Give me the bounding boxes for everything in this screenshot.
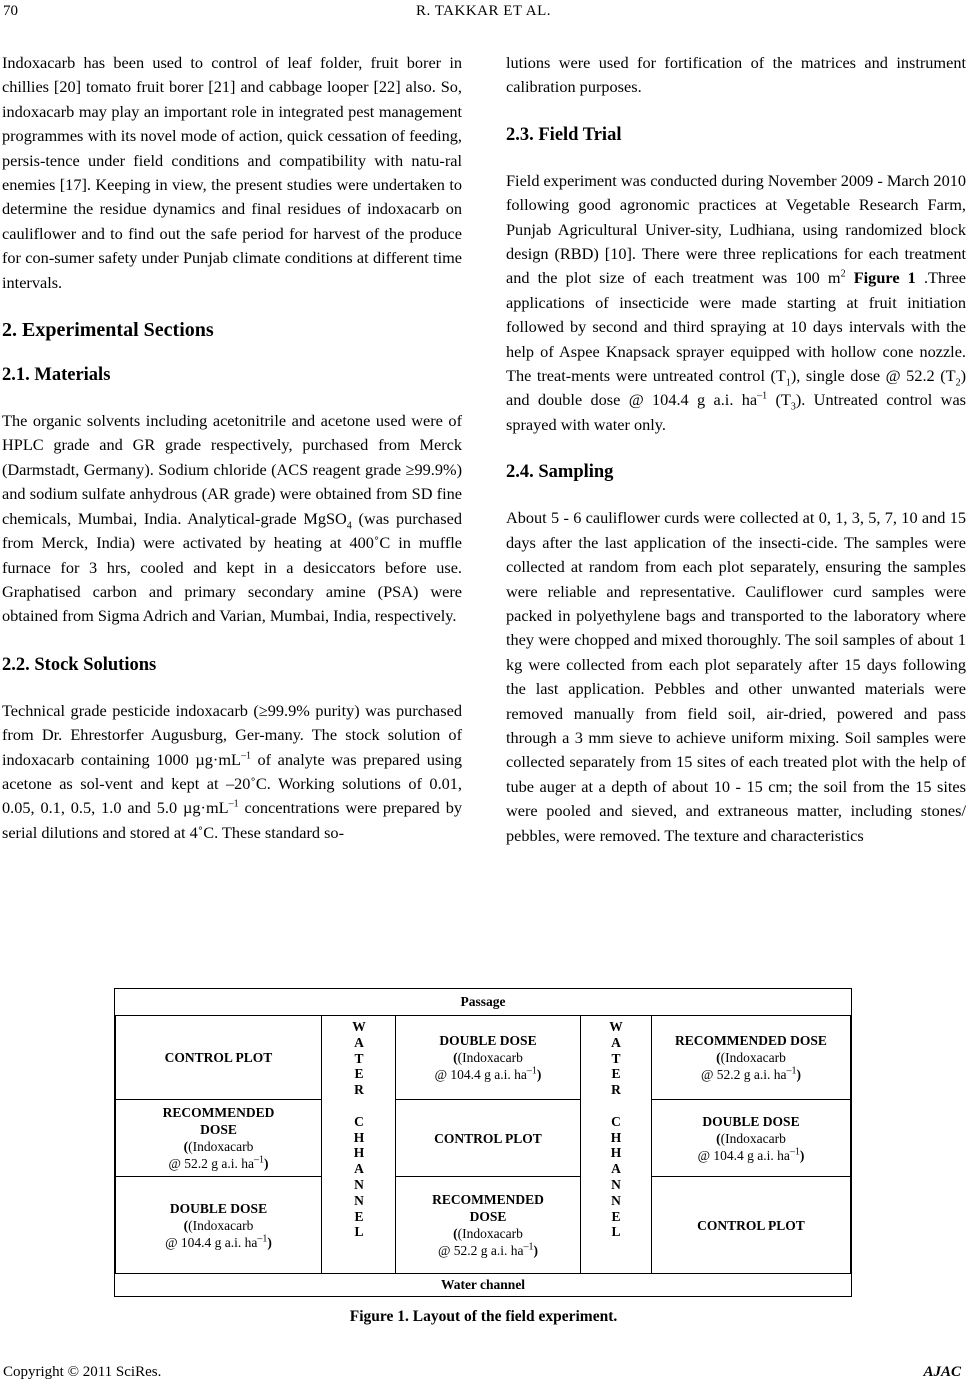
stock-solutions-paragraph: Technical grade pesticide indoxacarb (≥99.9% purity) was purchased from Dr. Ehrestorfer Augusburg, Ger-many. The stock solution of indoxacarb containing 1000 $\mu g\cdot mL^{-1}$ of analyte was prepared using acetone as sol-vent and kept at –20˚C. Working solutions of 0.01, 0.05, 0.1, 0.5, 1.0 and 5.0 $\mu g\cdot mL^{-1}$ concentrations were prepared by serial dilutions and stored at 4˚C. These standard so-	[2, 700, 463, 842]
channel-letter: R	[611, 1082, 621, 1098]
channel-letter: E	[354, 1208, 364, 1224]
figure-passage-label: Passage	[115, 989, 851, 1016]
field-layout-figure	[114, 988, 852, 1297]
running-head: R. TAKKAR ET AL.	[415, 3, 551, 19]
channel-letter: A	[611, 1161, 621, 1177]
journal-abbrev: AJAC	[923, 1364, 961, 1380]
plot-control-row2-col2: CONTROL PLOT	[395, 1099, 581, 1177]
channel-letter: H	[610, 1145, 622, 1161]
channel-letter: N	[611, 1192, 621, 1208]
channel-letter: R	[354, 1082, 364, 1098]
solutions-continuation: lutions were used for fortification of the matrices and instrument calibration purposes.	[506, 53, 966, 97]
channel-letter: L	[611, 1224, 621, 1240]
plot-control-row1-col1: CONTROL PLOT	[115, 1015, 322, 1100]
plot-recommended-row3-col2: RECOMMENDED DOSE ((Indoxacarb @ 52.2 g a.i. $ha^{-1}$)	[395, 1176, 581, 1274]
copyright: Copyright © 2011 SciRes.	[3, 1364, 162, 1380]
channel-letter: W	[609, 1019, 623, 1034]
page-number: 70	[3, 3, 18, 19]
subsection-heading-materials: 2.1. Materials	[2, 365, 111, 386]
channel-letter: T	[611, 1050, 621, 1066]
plot-recommended-row1-col3: RECOMMENDED DOSE ((Indoxacarb @ 52.2 g a.i. $ha^{-1}$)	[651, 1015, 851, 1100]
channel-letter	[607, 1098, 625, 1114]
plot-double-row2-col3: DOUBLE DOSE ((Indoxacarb @ 104.4 g a.i. $ha^{-1}$)	[651, 1099, 851, 1177]
figure-caption: Figure 1. Layout of the field experiment.	[349, 1308, 618, 1325]
plot-control-row3-col3: CONTROL PLOT	[651, 1176, 851, 1274]
plot-recommended-row2-col1: RECOMMENDED DOSE ((Indoxacarb @ 52.2 g a.i. $ha^{-1}$)	[115, 1099, 322, 1177]
page-header	[0, 0, 967, 28]
channel-letter: A	[611, 1034, 621, 1050]
subsection-heading-field-trial: 2.3. Field Trial	[506, 124, 622, 145]
sampling-paragraph: About 5 - 6 cauliflower curds were collected at 0, 1, 3, 5, 7, 10 and 15 days after the last application of the insecti-cide. The samples were collected at random from each plot separately, ensuring the samples were reliable and representative. Cauliflower curd samples were packed in polyethylene bags and transported to the laboratory where they were chopped and mixed thoroughly. The soil samples of about 1 kg were collected from each plot separately after 15 days following the last application. Pebbles and other unwanted materials were removed manually from field soil, air-dried, powered and pass through a 3 mm sieve to achieve uniform mixing. Soil samples were collected separately from 15 sites of each treated plot with the help of tube auger at a depth of about 10 - 15 cm; the soil from the 15 sites were pooled and sieved, and extraneous matter, including stones/ pebbles, were removed. The texture and characteristics	[506, 508, 966, 845]
channel-letter: N	[354, 1176, 364, 1192]
channel-letter: E	[611, 1208, 621, 1224]
section-heading-experimental: 2. Experimental Sections	[2, 319, 214, 342]
channel-letter: N	[354, 1192, 364, 1208]
channel-letter: W	[352, 1019, 366, 1034]
right-column	[506, 51, 966, 848]
field-trial-paragraph: Field experiment was conducted during November 2009 - March 2010 following good agronomic practices at Vegetable Research Farm, Punjab Agricultural Univer-sity, Ludhiana, using randomized block design (RBD) [10]. There were three replications for each treatment and the plot size of each treatment was 100 $m^2$ Figure 1 .Three applications of insecticide were made starting at fruit initiation followed by second and third spraying at 10 days intervals with the help of Aspee Knapsack sprayer equipped with hollow cone nozzle. The treat-ments were untreated control $(T_1)$, single dose @ 52.2 $(T_2)$ and double dose @ 104.4 g a.i. $ha^{-1}$ $(T_3)$. Untreated control was sprayed with water only.	[506, 170, 967, 434]
materials-paragraph: The organic solvents including acetonitrile and acetone used were of HPLC grade and GR grade respectively, purchased from Merck (Darmstadt, Germany). Sodium chloride (ACS reagent grade ≥99.9%) and sodium sulfate anhydrous (AR grade) were obtained from SD fine chemicals, Mumbai, India. Analytical-grade MgSO$_4$ (was purchased from Merck, India) were activated by heating at 400˚C in muffle furnace for 3 hrs, cooled and kept in a desiccators before use. Graphatised carbon and primary secondary amine (PSA) were obtained from Sigma Adrich and Varian, Mumbai, India, respectively.	[2, 411, 462, 626]
water-channel-2-label	[607, 1019, 625, 1240]
subsection-heading-sampling: 2.4. Sampling	[506, 462, 614, 483]
channel-letter	[350, 1098, 368, 1114]
plot-double-row1-col2: DOUBLE DOSE ((Indoxacarb @ 104.4 g a.i. $ha^{-1}$)	[395, 1015, 581, 1100]
channel-letter: E	[611, 1066, 621, 1082]
channel-letter: A	[354, 1161, 364, 1177]
channel-letter: A	[354, 1034, 364, 1050]
channel-letter: C	[611, 1113, 621, 1129]
plot-double-row3-col1: DOUBLE DOSE ((Indoxacarb @ 104.4 g a.i. $ha^{-1}$)	[115, 1176, 322, 1274]
subsection-heading-stock-solutions: 2.2. Stock Solutions	[2, 654, 157, 675]
channel-letter: T	[354, 1050, 364, 1066]
left-column	[2, 51, 462, 845]
water-channel-1-label	[350, 1019, 368, 1240]
channel-letter: H	[353, 1145, 365, 1161]
channel-letter: E	[354, 1066, 364, 1082]
channel-letter: N	[611, 1176, 621, 1192]
channel-letter: C	[354, 1113, 364, 1129]
channel-letter: H	[610, 1129, 622, 1145]
intro-paragraph: Indoxacarb has been used to control of leaf folder, fruit borer in chillies [20] tomato fruit borer [21] and cabbage looper [22] also. So, indoxacarb may play an important role in integrated pest management programmes with its novel mode of action, quick cessation of feeding, persis-tence under field conditions and compatibility with natu-ral enemies [17]. Keeping in view, the present studies were undertaken to determine the residue dynamics and final residues of indoxacarb on cauliflower and to find out the safe period for harvest of the produce for con-sumer safety under Punjab climate conditions at different time intervals.	[2, 53, 462, 292]
channel-letter: L	[354, 1224, 364, 1240]
channel-letter: H	[353, 1129, 365, 1145]
figure-water-channel-label: Water channel	[115, 1273, 851, 1296]
